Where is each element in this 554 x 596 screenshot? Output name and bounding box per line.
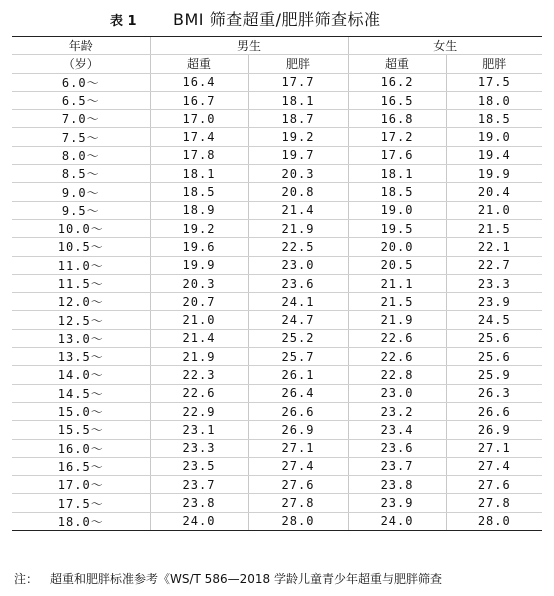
male-overweight-cell: 18.1	[150, 165, 248, 183]
male-obese-cell: 26.6	[248, 402, 348, 420]
age-cell: 17.5～	[12, 494, 150, 512]
age-unit-header: （岁）	[12, 55, 150, 73]
table-row	[12, 494, 542, 512]
female-overweight-cell: 16.5	[348, 91, 446, 109]
female-overweight-cell: 18.5	[348, 183, 446, 201]
table-title: BMI 筛查超重/肥胖筛查标准	[173, 10, 381, 29]
female-obese-cell: 19.9	[446, 165, 542, 183]
male-overweight-cell: 24.0	[150, 512, 248, 530]
female-overweight-header: 超重	[348, 55, 446, 73]
male-overweight-cell: 23.7	[150, 476, 248, 494]
male-obese-cell: 26.1	[248, 366, 348, 384]
table-row	[12, 512, 542, 530]
male-overweight-cell: 23.8	[150, 494, 248, 512]
male-obese-cell: 27.4	[248, 457, 348, 475]
female-obese-cell: 27.1	[446, 439, 542, 457]
age-cell: 13.5～	[12, 348, 150, 366]
male-obese-header: 肥胖	[248, 55, 348, 73]
male-obese-cell: 23.0	[248, 256, 348, 274]
male-overweight-header: 超重	[150, 55, 248, 73]
male-overweight-cell: 16.4	[150, 73, 248, 91]
age-cell: 9.0～	[12, 183, 150, 201]
age-cell: 14.5～	[12, 384, 150, 402]
male-obese-cell: 27.6	[248, 476, 348, 494]
header-row-2	[12, 55, 542, 73]
table-row	[12, 476, 542, 494]
female-overweight-cell: 22.6	[348, 329, 446, 347]
male-overweight-cell: 20.7	[150, 293, 248, 311]
female-obese-cell: 27.4	[446, 457, 542, 475]
table-row	[12, 402, 542, 420]
female-overweight-cell: 17.6	[348, 146, 446, 164]
table-row	[12, 439, 542, 457]
table-row	[12, 238, 542, 256]
male-obese-cell: 27.1	[248, 439, 348, 457]
female-obese-cell: 27.6	[446, 476, 542, 494]
age-cell: 10.5～	[12, 238, 150, 256]
female-overweight-cell: 19.0	[348, 201, 446, 219]
male-obese-cell: 25.7	[248, 348, 348, 366]
table-row	[12, 457, 542, 475]
female-obese-cell: 27.8	[446, 494, 542, 512]
male-obese-cell: 26.4	[248, 384, 348, 402]
male-obese-cell: 28.0	[248, 512, 348, 530]
female-overweight-cell: 19.5	[348, 219, 446, 237]
female-obese-cell: 21.0	[446, 201, 542, 219]
male-obese-cell: 20.8	[248, 183, 348, 201]
female-obese-cell: 17.5	[446, 73, 542, 91]
female-obese-cell: 25.9	[446, 366, 542, 384]
female-obese-cell: 28.0	[446, 512, 542, 530]
male-obese-cell: 23.6	[248, 274, 348, 292]
age-cell: 16.5～	[12, 457, 150, 475]
table-row	[12, 219, 542, 237]
female-overweight-cell: 20.5	[348, 256, 446, 274]
female-obese-cell: 24.5	[446, 311, 542, 329]
bmi-standards-table	[12, 36, 542, 531]
female-overweight-cell: 16.2	[348, 73, 446, 91]
male-obese-cell: 22.5	[248, 238, 348, 256]
female-overweight-cell: 23.8	[348, 476, 446, 494]
male-overweight-cell: 17.4	[150, 128, 248, 146]
table-caption	[0, 6, 554, 30]
female-overweight-cell: 20.0	[348, 238, 446, 256]
table-row	[12, 128, 542, 146]
table-row	[12, 165, 542, 183]
male-overweight-cell: 19.2	[150, 219, 248, 237]
male-obese-cell: 18.7	[248, 110, 348, 128]
age-cell: 13.0～	[12, 329, 150, 347]
table-row	[12, 110, 542, 128]
male-overweight-cell: 20.3	[150, 274, 248, 292]
female-overweight-cell: 23.0	[348, 384, 446, 402]
age-cell: 7.5～	[12, 128, 150, 146]
age-header: 年龄	[12, 37, 150, 55]
male-overweight-cell: 23.3	[150, 439, 248, 457]
female-obese-cell: 26.9	[446, 421, 542, 439]
female-overweight-cell: 23.9	[348, 494, 446, 512]
male-overweight-cell: 23.5	[150, 457, 248, 475]
table-row	[12, 329, 542, 347]
male-overweight-cell: 23.1	[150, 421, 248, 439]
female-overweight-cell: 23.4	[348, 421, 446, 439]
table-row	[12, 348, 542, 366]
table-row	[12, 183, 542, 201]
table-row	[12, 421, 542, 439]
male-overweight-cell: 21.4	[150, 329, 248, 347]
male-obese-cell: 27.8	[248, 494, 348, 512]
male-overweight-cell: 18.5	[150, 183, 248, 201]
age-cell: 11.5～	[12, 274, 150, 292]
age-cell: 12.5～	[12, 311, 150, 329]
male-overweight-cell: 19.9	[150, 256, 248, 274]
male-overweight-cell: 18.9	[150, 201, 248, 219]
table-row	[12, 384, 542, 402]
female-overweight-cell: 23.6	[348, 439, 446, 457]
female-overweight-cell: 24.0	[348, 512, 446, 530]
male-overweight-cell: 22.6	[150, 384, 248, 402]
footnote	[14, 570, 442, 587]
table-row	[12, 201, 542, 219]
male-overweight-cell: 21.9	[150, 348, 248, 366]
age-cell: 8.0～	[12, 146, 150, 164]
male-obese-cell: 21.4	[248, 201, 348, 219]
female-obese-cell: 21.5	[446, 219, 542, 237]
table-row	[12, 311, 542, 329]
female-obese-cell: 26.3	[446, 384, 542, 402]
female-overweight-cell: 23.2	[348, 402, 446, 420]
male-obese-cell: 24.7	[248, 311, 348, 329]
footnote-text: 超重和肥胖标准参考《WS/T 586—2018 学龄儿童青少年超重与肥胖筛查	[50, 572, 442, 586]
female-overweight-cell: 21.5	[348, 293, 446, 311]
female-obese-cell: 25.6	[446, 329, 542, 347]
male-overweight-cell: 19.6	[150, 238, 248, 256]
age-cell: 11.0～	[12, 256, 150, 274]
female-overweight-cell: 16.8	[348, 110, 446, 128]
age-cell: 7.0～	[12, 110, 150, 128]
female-obese-cell: 18.0	[446, 91, 542, 109]
male-overweight-cell: 21.0	[150, 311, 248, 329]
age-cell: 17.0～	[12, 476, 150, 494]
age-cell: 12.0～	[12, 293, 150, 311]
female-overweight-cell: 18.1	[348, 165, 446, 183]
female-obese-header: 肥胖	[446, 55, 542, 73]
female-overweight-cell: 17.2	[348, 128, 446, 146]
male-obese-cell: 17.7	[248, 73, 348, 91]
male-overweight-cell: 16.7	[150, 91, 248, 109]
table-number: 表 1	[110, 14, 137, 29]
table-row	[12, 91, 542, 109]
table-row	[12, 274, 542, 292]
age-cell: 16.0～	[12, 439, 150, 457]
age-cell: 18.0～	[12, 512, 150, 530]
female-obese-cell: 18.5	[446, 110, 542, 128]
female-obese-cell: 23.3	[446, 274, 542, 292]
age-cell: 10.0～	[12, 219, 150, 237]
male-obese-cell: 19.2	[248, 128, 348, 146]
female-obese-cell: 25.6	[446, 348, 542, 366]
female-overweight-cell: 22.8	[348, 366, 446, 384]
female-obese-cell: 19.0	[446, 128, 542, 146]
table-body	[12, 73, 542, 530]
age-cell: 8.5～	[12, 165, 150, 183]
female-obese-cell: 22.7	[446, 256, 542, 274]
male-header: 男生	[150, 37, 348, 55]
male-obese-cell: 19.7	[248, 146, 348, 164]
age-cell: 9.5～	[12, 201, 150, 219]
header-row-1	[12, 37, 542, 55]
female-obese-cell: 22.1	[446, 238, 542, 256]
table-row	[12, 366, 542, 384]
male-obese-cell: 26.9	[248, 421, 348, 439]
male-obese-cell: 25.2	[248, 329, 348, 347]
female-header: 女生	[348, 37, 542, 55]
female-obese-cell: 23.9	[446, 293, 542, 311]
female-overweight-cell: 21.9	[348, 311, 446, 329]
table-row	[12, 73, 542, 91]
age-cell: 15.0～	[12, 402, 150, 420]
male-overweight-cell: 22.3	[150, 366, 248, 384]
table-row	[12, 256, 542, 274]
table-row	[12, 146, 542, 164]
female-obese-cell: 26.6	[446, 402, 542, 420]
male-obese-cell: 24.1	[248, 293, 348, 311]
age-cell: 14.0～	[12, 366, 150, 384]
female-overweight-cell: 23.7	[348, 457, 446, 475]
age-cell: 6.0～	[12, 73, 150, 91]
male-obese-cell: 18.1	[248, 91, 348, 109]
male-overweight-cell: 17.0	[150, 110, 248, 128]
female-obese-cell: 19.4	[446, 146, 542, 164]
male-overweight-cell: 22.9	[150, 402, 248, 420]
female-overweight-cell: 22.6	[348, 348, 446, 366]
age-cell: 15.5～	[12, 421, 150, 439]
male-overweight-cell: 17.8	[150, 146, 248, 164]
footnote-label: 注：	[14, 572, 39, 586]
male-obese-cell: 20.3	[248, 165, 348, 183]
female-overweight-cell: 21.1	[348, 274, 446, 292]
age-cell: 6.5～	[12, 91, 150, 109]
table-row	[12, 293, 542, 311]
female-obese-cell: 20.4	[446, 183, 542, 201]
male-obese-cell: 21.9	[248, 219, 348, 237]
